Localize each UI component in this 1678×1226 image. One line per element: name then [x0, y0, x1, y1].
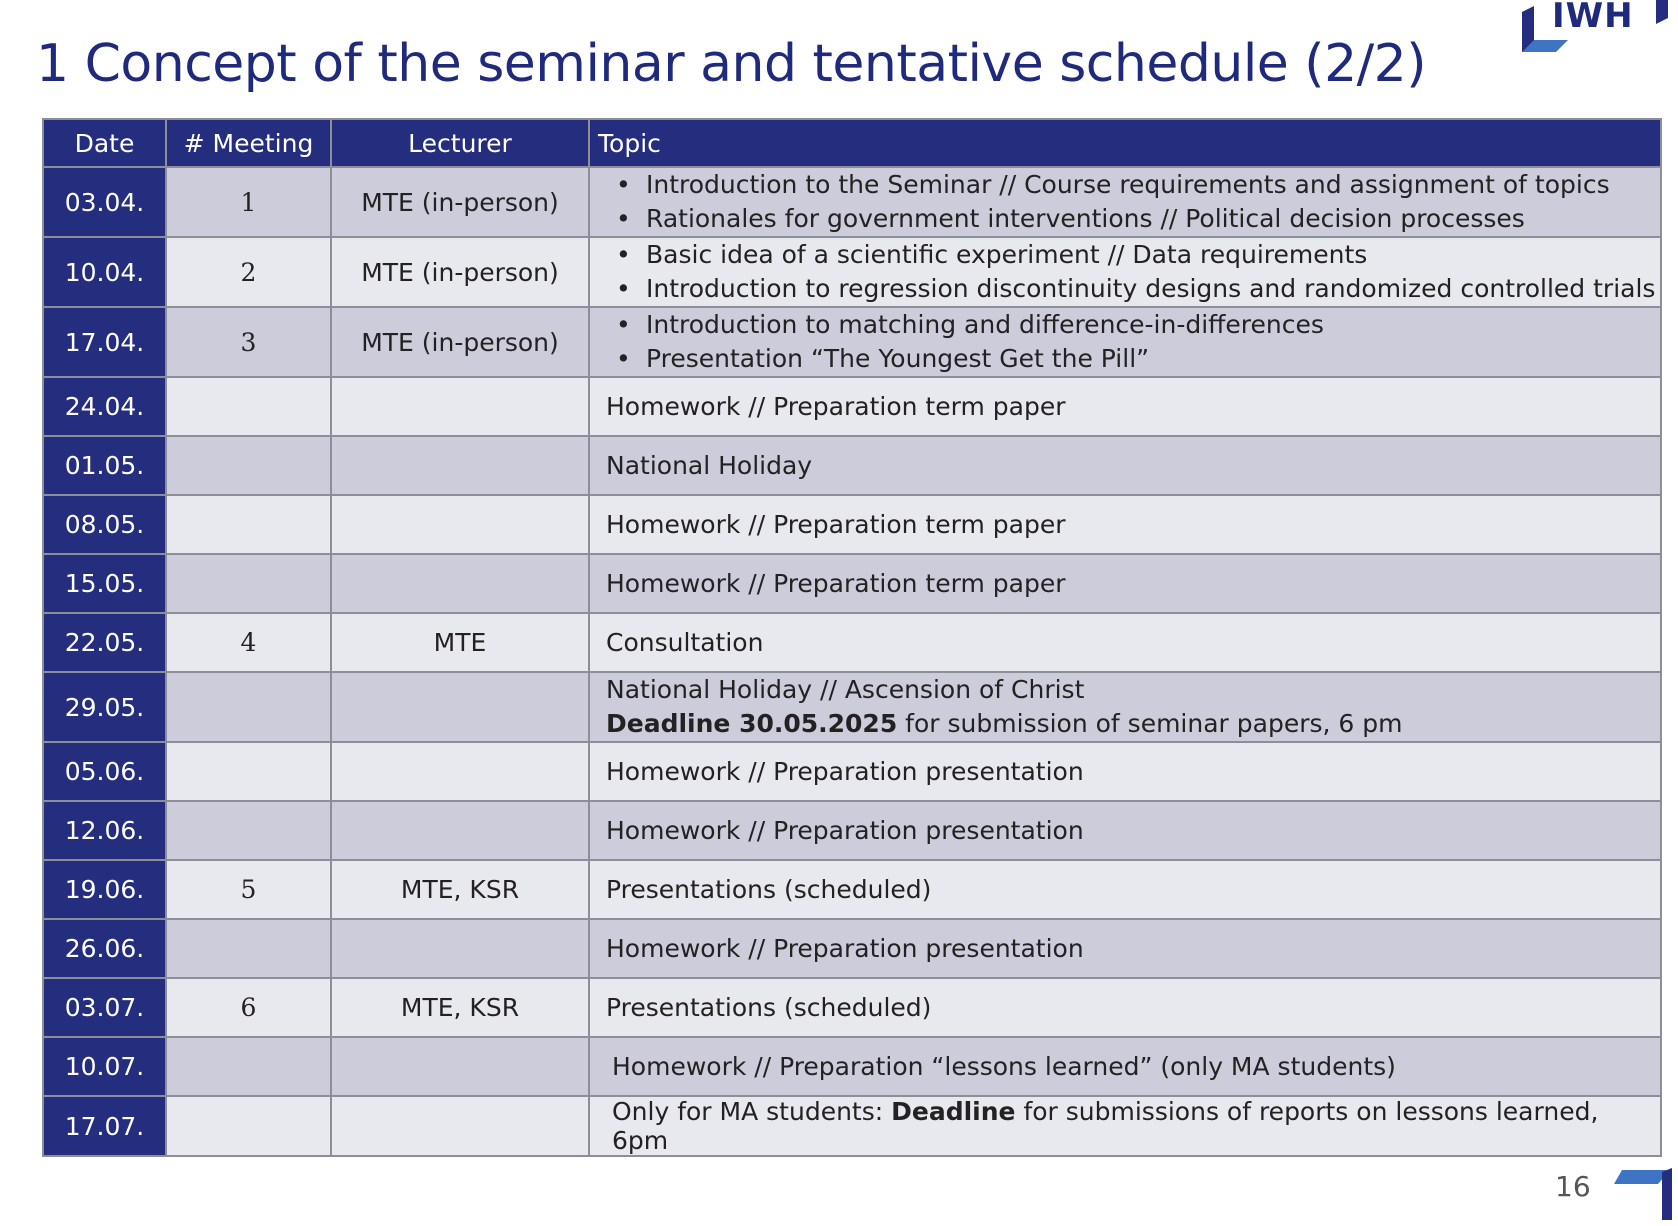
table-row [43, 801, 1661, 860]
row-date: 05.06. [43, 742, 166, 801]
table-row [43, 978, 1661, 1037]
topic-bullet: • Rationales for government interventions // Political decision processes [616, 202, 1660, 236]
header-lecturer: Lecturer [331, 119, 589, 167]
row-date: 17.07. [43, 1096, 166, 1156]
topic-bullet: • Basic idea of a scientific experiment // Data requirements [616, 238, 1660, 272]
row-lecturer: MTE (in-person) [331, 237, 589, 307]
row-topic: National Holiday [589, 436, 1661, 495]
row-date: 26.06. [43, 919, 166, 978]
row-lecturer: MTE, KSR [331, 978, 589, 1037]
row-date: 17.04. [43, 307, 166, 377]
row-date: 03.07. [43, 978, 166, 1037]
row-date: 29.05. [43, 672, 166, 742]
row-lecturer [331, 495, 589, 554]
row-meeting [166, 436, 331, 495]
row-topic: Homework // Preparation presentation [589, 919, 1661, 978]
row-topic: Consultation [589, 613, 1661, 672]
deadline-bold: Deadline [891, 1097, 1016, 1126]
table-row [43, 919, 1661, 978]
topic-bullet: • Introduction to regression discontinuity designs and randomized controlled trials [616, 272, 1660, 306]
row-date: 08.05. [43, 495, 166, 554]
row-meeting: 2 [166, 237, 331, 307]
row-topic [589, 672, 1661, 742]
row-topic [589, 307, 1661, 377]
row-meeting: 4 [166, 613, 331, 672]
table-row [43, 554, 1661, 613]
row-topic [589, 1096, 1661, 1156]
schedule-table [42, 118, 1662, 1157]
row-date: 12.06. [43, 801, 166, 860]
row-date: 03.04. [43, 167, 166, 237]
topic-rest: for submission of seminar papers, 6 pm [897, 709, 1403, 738]
table-row [43, 436, 1661, 495]
topic-rest: for submissions of reports on lessons learned, 6pm [612, 1097, 1599, 1155]
corner-decoration-icon [1614, 1164, 1674, 1220]
row-topic: Homework // Preparation term paper [589, 495, 1661, 554]
table-row [43, 1096, 1661, 1156]
logo-text: IWH [1552, 0, 1634, 36]
row-meeting: 3 [166, 307, 331, 377]
row-meeting: 6 [166, 978, 331, 1037]
row-date: 10.07. [43, 1037, 166, 1096]
table-row [43, 495, 1661, 554]
row-meeting [166, 495, 331, 554]
topic-bullet: • Introduction to matching and difference-in-differences [616, 308, 1660, 342]
row-topic: Homework // Preparation term paper [589, 377, 1661, 436]
row-date: 22.05. [43, 613, 166, 672]
topic-line: National Holiday // Ascension of Christ [606, 675, 1085, 704]
row-lecturer [331, 1096, 589, 1156]
row-date: 24.04. [43, 377, 166, 436]
table-row [43, 613, 1661, 672]
row-date: 19.06. [43, 860, 166, 919]
row-meeting [166, 919, 331, 978]
topic-pre: Only for MA students: [612, 1097, 892, 1126]
table-row [43, 742, 1661, 801]
row-topic: Homework // Preparation “lessons learned” (only MA students) [589, 1037, 1661, 1096]
row-lecturer: MTE (in-person) [331, 307, 589, 377]
row-meeting [166, 742, 331, 801]
row-lecturer [331, 801, 589, 860]
row-meeting [166, 1096, 331, 1156]
topic-line [606, 707, 1660, 741]
row-topic [589, 167, 1661, 237]
row-lecturer: MTE, KSR [331, 860, 589, 919]
topic-bullet: • Introduction to the Seminar // Course requirements and assignment of topics [616, 168, 1660, 202]
row-topic: Homework // Preparation term paper [589, 554, 1661, 613]
row-lecturer: MTE (in-person) [331, 167, 589, 237]
deadline-bold: Deadline 30.05.2025 [606, 709, 898, 738]
row-date: 01.05. [43, 436, 166, 495]
table-row [43, 860, 1661, 919]
table-row [43, 167, 1661, 237]
row-lecturer [331, 672, 589, 742]
row-topic: Presentations (scheduled) [589, 978, 1661, 1037]
topic-bullet: • Presentation “The Youngest Get the Pill” [616, 342, 1660, 376]
table-row [43, 237, 1661, 307]
row-topic: Homework // Preparation presentation [589, 801, 1661, 860]
row-date: 10.04. [43, 237, 166, 307]
table-row [43, 672, 1661, 742]
row-lecturer [331, 1037, 589, 1096]
row-lecturer [331, 436, 589, 495]
header-topic: Topic [589, 119, 1661, 167]
row-lecturer: MTE [331, 613, 589, 672]
row-lecturer [331, 919, 589, 978]
row-topic [589, 237, 1661, 307]
row-topic: Homework // Preparation presentation [589, 742, 1661, 801]
row-meeting [166, 1037, 331, 1096]
table-header-row [43, 119, 1661, 167]
row-lecturer [331, 742, 589, 801]
table-row [43, 307, 1661, 377]
row-meeting: 1 [166, 167, 331, 237]
table-row [43, 1037, 1661, 1096]
table-row [43, 377, 1661, 436]
row-meeting [166, 554, 331, 613]
header-date: Date [43, 119, 166, 167]
row-meeting: 5 [166, 860, 331, 919]
row-meeting [166, 672, 331, 742]
row-meeting [166, 801, 331, 860]
row-meeting [166, 377, 331, 436]
row-lecturer [331, 377, 589, 436]
row-topic: Presentations (scheduled) [589, 860, 1661, 919]
slide-title: 1 Concept of the seminar and tentative schedule (2/2) [36, 34, 1427, 94]
header-meeting: # Meeting [166, 119, 331, 167]
page-number: 16 [1555, 1170, 1591, 1203]
row-lecturer [331, 554, 589, 613]
row-date: 15.05. [43, 554, 166, 613]
